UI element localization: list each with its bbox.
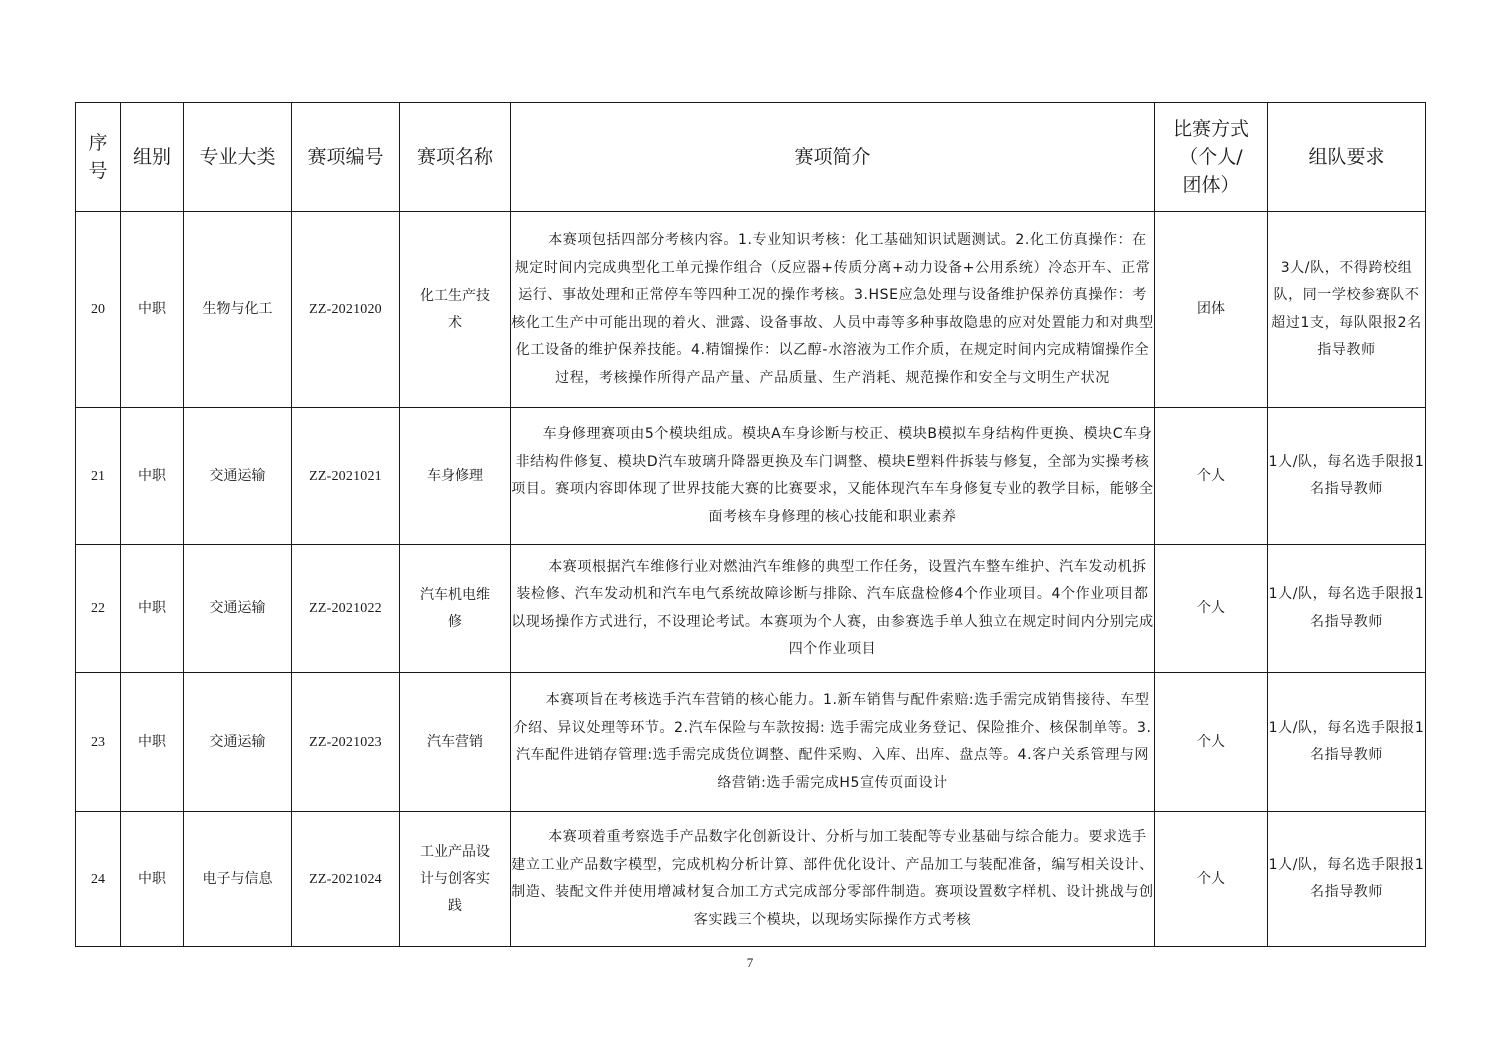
row-description: 本赛项包括四部分考核内容。1.专业知识考核：化工基础知识试题测试。2.化工仿真操作：在规定时间内完成典型化工单元操作组合（反应器+传质分离+动力设备+公用系统）冷态开车、正常运行、事故处理和正常停车等四种工况的操作考核。3.HSE应急处理与设备维护保养仿真操作：考核化工生产中可能出现的着火、泄露、设备事故、人员中毒等多种事故隐患的应对处置能力和对典型化工设备的维护保养技能。4.精馏操作：以乙醇-水溶液为工作介质，在规定时间内完成精馏操作全过程，考核操作所得产品产量、产品质量、生产消耗、规范操作和安全与文明生产状况 xyxy=(511,212,1155,408)
table-row xyxy=(76,812,1426,947)
row-mode: 个人 xyxy=(1155,812,1268,947)
table-row xyxy=(76,408,1426,545)
header-category: 专业大类 xyxy=(184,103,292,212)
row-mode: 个人 xyxy=(1155,673,1268,812)
row-name: 汽车营销 xyxy=(400,673,511,812)
row-group: 中职 xyxy=(121,673,184,812)
row-name: 工业产品设 计与创客实 践 xyxy=(400,812,511,947)
competition-table xyxy=(75,102,1426,947)
row-description: 车身修理赛项由5个模块组成。模块A车身诊断与校正、模块B模拟车身结构件更换、模块C车身非结构件修复、模块D汽车玻璃升降器更换及车门调整、模块E塑料件拆装与修复，全部为实操考核项目。赛项内容即体现了世界技能大赛的比赛要求，又能体现汽车车身修复专业的教学目标，能够全面考核车身修理的核心技能和职业素养 xyxy=(511,408,1155,545)
row-description: 本赛项根据汽车维修行业对燃油汽车维修的典型工作任务，设置汽车整车维护、汽车发动机拆装检修、汽车发动机和汽车电气系统故障诊断与排除、汽车底盘检修4个作业项目。4个作业项目都以现场操作方式进行，不设理论考试。本赛项为个人赛，由参赛选手单人独立在规定时间内分别完成四个作业项目 xyxy=(511,545,1155,673)
row-name: 汽车机电维 修 xyxy=(400,545,511,673)
row-description: 本赛项着重考察选手产品数字化创新设计、分析与加工装配等专业基础与综合能力。要求选手建立工业产品数字模型，完成机构分析计算、部件优化设计、产品加工与装配准备，编写相关设计、制造、装配文件并使用增减材复合加工方式完成部分零部件制造。赛项设置数字样机、设计挑战与创客实践三个模块，以现场实际操作方式考核 xyxy=(511,812,1155,947)
row-code: ZZ-2021020 xyxy=(292,212,400,408)
table-header-row xyxy=(76,103,1426,212)
row-category: 交通运输 xyxy=(184,408,292,545)
row-team: 1人/队，每名选手限报1名指导教师 xyxy=(1268,545,1426,673)
table-row xyxy=(76,673,1426,812)
row-code: ZZ-2021023 xyxy=(292,673,400,812)
row-name: 化工生产技 术 xyxy=(400,212,511,408)
row-index: 20 xyxy=(76,212,121,408)
row-team: 3人/队，不得跨校组队，同一学校参赛队不超过1支，每队限报2名指导教师 xyxy=(1268,212,1426,408)
header-group: 组别 xyxy=(121,103,184,212)
row-name: 车身修理 xyxy=(400,408,511,545)
row-code: ZZ-2021024 xyxy=(292,812,400,947)
row-group: 中职 xyxy=(121,545,184,673)
row-category: 生物与化工 xyxy=(184,212,292,408)
row-category: 交通运输 xyxy=(184,545,292,673)
row-group: 中职 xyxy=(121,812,184,947)
row-team: 1人/队，每名选手限报1名指导教师 xyxy=(1268,673,1426,812)
header-team: 组队要求 xyxy=(1268,103,1426,212)
table-row xyxy=(76,212,1426,408)
header-mode: 比赛方式 （个人/ 团体） xyxy=(1155,103,1268,212)
header-code: 赛项编号 xyxy=(292,103,400,212)
row-code: ZZ-2021022 xyxy=(292,545,400,673)
table-row xyxy=(76,545,1426,673)
row-team: 1人/队，每名选手限报1名指导教师 xyxy=(1268,408,1426,545)
row-mode: 个人 xyxy=(1155,408,1268,545)
row-category: 电子与信息 xyxy=(184,812,292,947)
row-mode: 个人 xyxy=(1155,545,1268,673)
header-index: 序 号 xyxy=(76,103,121,212)
header-description: 赛项简介 xyxy=(511,103,1155,212)
row-code: ZZ-2021021 xyxy=(292,408,400,545)
row-index: 21 xyxy=(76,408,121,545)
row-group: 中职 xyxy=(121,408,184,545)
row-index: 24 xyxy=(76,812,121,947)
page-number: 7 xyxy=(746,955,754,970)
header-name: 赛项名称 xyxy=(400,103,511,212)
row-index: 23 xyxy=(76,673,121,812)
row-group: 中职 xyxy=(121,212,184,408)
row-category: 交通运输 xyxy=(184,673,292,812)
row-team: 1人/队，每名选手限报1名指导教师 xyxy=(1268,812,1426,947)
row-mode: 团体 xyxy=(1155,212,1268,408)
row-index: 22 xyxy=(76,545,121,673)
row-description: 本赛项旨在考核选手汽车营销的核心能力。1.新车销售与配件索赔:选手需完成销售接待、车型介绍、异议处理等环节。2.汽车保险与车款按揭: 选手需完成业务登记、保险推介、核保制单等。3.汽车配件进销存管理:选手需完成货位调整、配件采购、入库、出库、盘点等。4.客户关系管理与网络营销:选手需完成H5宣传页面设计 xyxy=(511,673,1155,812)
